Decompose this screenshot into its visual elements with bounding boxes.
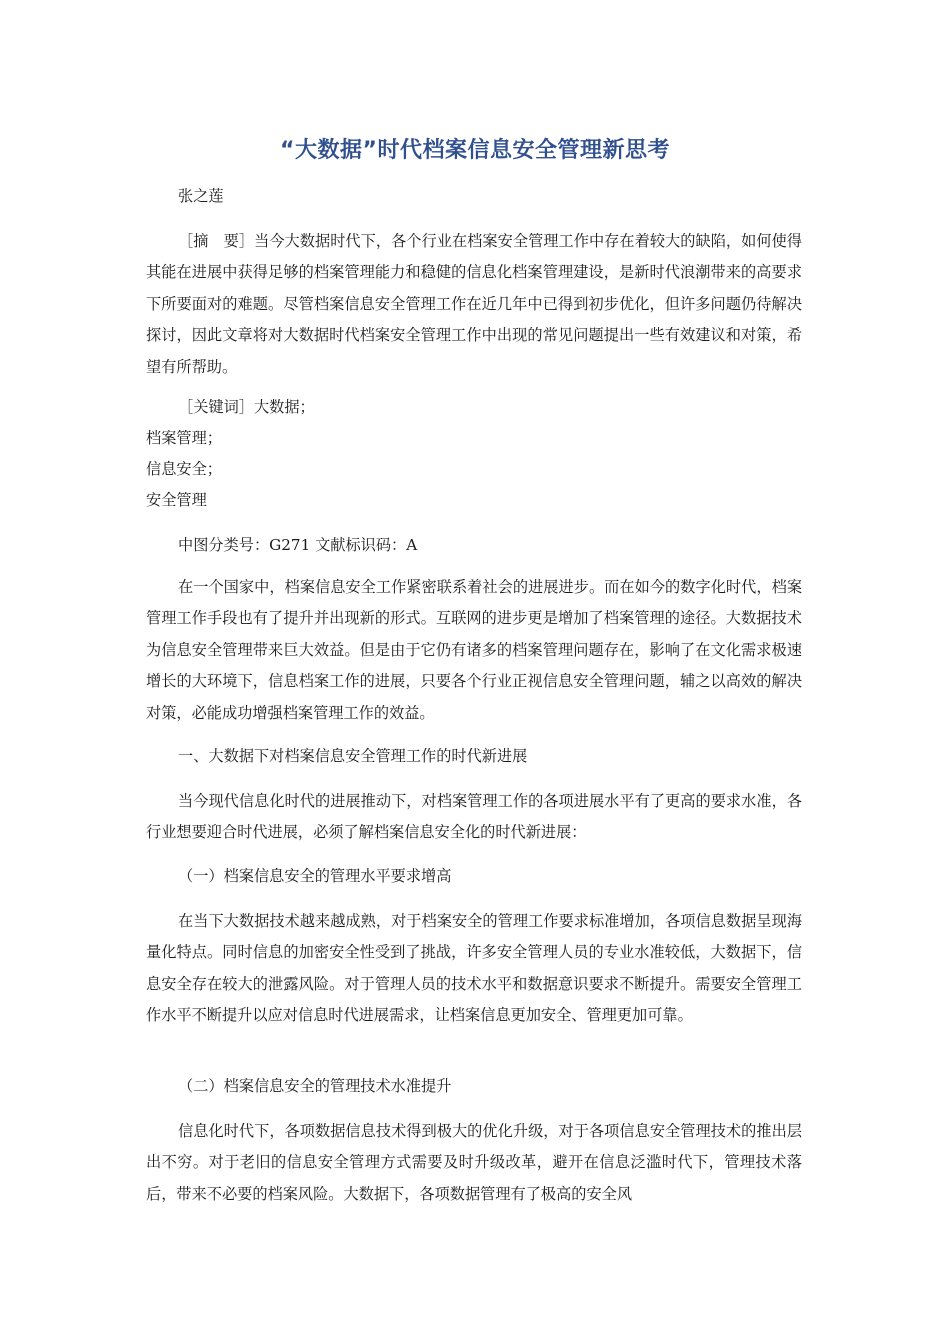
section-heading: 一、大数据下对档案信息安全管理工作的时代新进展 [178, 747, 528, 765]
page-title: “大数据”时代档案信息安全管理新思考 [280, 138, 670, 163]
subsection-heading: （二）档案信息安全的管理技术水准提升 [178, 1077, 452, 1095]
body-paragraph: 信息化时代下，各项数据信息技术得到极大的优化升级，对于各项信息安全管理技术的推出层出不穷。对于老旧的信息安全管理方式需要及时升级改革，避开在信息泛滥时代下，管理技术落后，带来不必要的档案风险。大数据下，各项数据管理有了极高的安全风 [146, 1122, 802, 1203]
body-paragraph: 当今现代信息化时代的进展推动下，对档案管理工作的各项进展水平有了更高的要求水准，各行业想要迎合时代进展，必须了解档案信息安全化的时代新进展： [146, 792, 802, 842]
classification-line: 中图分类号：G271 文献标识码：A [178, 536, 418, 554]
keywords-line-4: 安全管理 [146, 491, 207, 509]
subsection-heading: （一）档案信息安全的管理水平要求增高 [178, 867, 452, 885]
body-paragraph: 在当下大数据技术越来越成熟，对于档案安全的管理工作要求标准增加，各项信息数据呈现海量化特点。同时信息的加密安全性受到了挑战，许多安全管理人员的专业水准较低，大数据下，信息安全存在较大的泄露风险。对于管理人员的技术水平和数据意识要求不断提升。需要安全管理工作水平不断提升以应对信息时代进展需求，让档案信息更加安全、管理更加可靠。 [146, 912, 802, 1025]
body-paragraph: 在一个国家中，档案信息安全工作紧密联系着社会的进展进步。而在如今的数字化时代，档案管理工作手段也有了提升并出现新的形式。互联网的进步更是增加了档案管理的途径。大数据技术为信息安全管理带来巨大效益。但是由于它仍有诸多的档案管理问题存在，影响了在文化需求极速增长的大环境下，信息档案工作的进展，只要各个行业正视信息安全管理问题，辅之以高效的解决对策，必能成功增强档案管理工作的效益。 [146, 578, 802, 722]
keywords-line-1: ［关键词］大数据； [178, 398, 315, 416]
author: 张之莲 [178, 187, 224, 205]
abstract-paragraph: ［摘 要］当今大数据时代下，各个行业在档案安全管理工作中存在着较大的缺陷，如何使得其能在进展中获得足够的档案管理能力和稳健的信息化档案管理建设，是新时代浪潮带来的高要求下所要面对的难题。尽管档案信息安全管理工作在近几年中已得到初步优化，但许多问题仍待解决探讨，因此文章将对大数据时代档案安全管理工作中出现的常见问题提出一些有效建议和对策，希望有所帮助。 [146, 232, 802, 376]
keywords-line-2: 档案管理； [146, 429, 222, 447]
keywords-line-3: 信息安全； [146, 460, 222, 478]
